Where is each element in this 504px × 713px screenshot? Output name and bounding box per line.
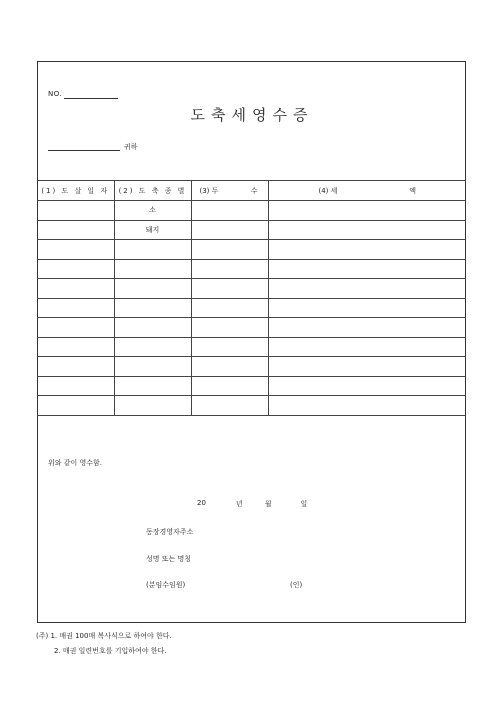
cell-date[interactable] xyxy=(37,220,114,240)
header-head-count: (3) 두 수 xyxy=(191,181,268,201)
table-row xyxy=(37,396,466,416)
cell-count[interactable] xyxy=(191,396,268,416)
receipt-statement: 위와 같이 영수함. xyxy=(48,459,103,467)
header-animal-type: (2) 도 축 종 별 xyxy=(114,181,191,201)
table-row xyxy=(37,279,466,299)
cell-type[interactable] xyxy=(114,240,191,260)
collector-label: (분임수임원) xyxy=(146,581,186,589)
table-row xyxy=(37,376,466,396)
cell-date[interactable] xyxy=(37,376,114,396)
cell-count[interactable] xyxy=(191,298,268,318)
table-row xyxy=(37,201,466,221)
form-title: 도축세영수증 xyxy=(190,106,314,124)
note-1: (주) 1. 매권 100매 복사식으로 하여야 한다. xyxy=(36,632,172,640)
cell-amount[interactable] xyxy=(268,240,466,260)
cell-amount[interactable] xyxy=(268,396,466,416)
cell-type[interactable] xyxy=(114,396,191,416)
issue-date xyxy=(197,499,307,509)
tax-table xyxy=(37,180,466,416)
serial-number-field[interactable] xyxy=(64,98,118,99)
table-row xyxy=(37,298,466,318)
table-header-row xyxy=(37,181,466,201)
cell-count[interactable] xyxy=(191,337,268,357)
cell-count[interactable] xyxy=(191,376,268,396)
cell-type[interactable] xyxy=(114,376,191,396)
seal-label: (인) xyxy=(290,581,303,589)
cell-type[interactable]: 돼지 xyxy=(114,220,191,240)
cell-type[interactable]: 소 xyxy=(114,201,191,221)
footnotes xyxy=(36,629,172,659)
cell-date[interactable] xyxy=(37,337,114,357)
table-row xyxy=(37,357,466,377)
cell-date[interactable] xyxy=(37,279,114,299)
cell-count[interactable] xyxy=(191,240,268,260)
cell-amount[interactable] xyxy=(268,376,466,396)
recipient-suffix: 귀하 xyxy=(124,143,138,151)
note-2: 2. 매권 일련번호를 기입하여야 한다. xyxy=(54,647,167,655)
cell-type[interactable] xyxy=(114,298,191,318)
recipient-field[interactable] xyxy=(48,150,120,151)
table-row xyxy=(37,318,466,338)
year-label: 년 xyxy=(235,500,243,508)
address-label: 동장경영자주소 xyxy=(146,528,194,536)
cell-count[interactable] xyxy=(191,201,268,221)
table-row xyxy=(37,220,466,240)
cell-type[interactable] xyxy=(114,318,191,338)
cell-date[interactable] xyxy=(37,240,114,260)
cell-count[interactable] xyxy=(191,259,268,279)
cell-date[interactable] xyxy=(37,318,114,338)
cell-count[interactable] xyxy=(191,220,268,240)
header-tax-amount: (4) 세 액 xyxy=(268,181,466,201)
cell-date[interactable] xyxy=(37,357,114,377)
cell-amount[interactable] xyxy=(268,357,466,377)
cell-amount[interactable] xyxy=(268,337,466,357)
serial-number-label: NO. xyxy=(48,90,63,98)
cell-amount[interactable] xyxy=(268,201,466,221)
cell-date[interactable] xyxy=(37,298,114,318)
cell-date[interactable] xyxy=(37,259,114,279)
cell-count[interactable] xyxy=(191,357,268,377)
cell-type[interactable] xyxy=(114,337,191,357)
cell-date[interactable] xyxy=(37,201,114,221)
day-label: 일 xyxy=(300,500,308,508)
header-slaughter-date: (1) 도 살 일 자 xyxy=(37,181,114,201)
cell-type[interactable] xyxy=(114,279,191,299)
cell-type[interactable] xyxy=(114,357,191,377)
table-row xyxy=(37,337,466,357)
cell-count[interactable] xyxy=(191,279,268,299)
name-label: 성명 또는 명칭 xyxy=(146,555,192,563)
cell-count[interactable] xyxy=(191,318,268,338)
cell-amount[interactable] xyxy=(268,220,466,240)
table-row xyxy=(37,259,466,279)
year-prefix: 20 xyxy=(197,499,206,507)
cell-amount[interactable] xyxy=(268,279,466,299)
cell-amount[interactable] xyxy=(268,298,466,318)
table-row xyxy=(37,240,466,260)
cell-amount[interactable] xyxy=(268,318,466,338)
cell-type[interactable] xyxy=(114,259,191,279)
month-label: 월 xyxy=(264,500,272,508)
cell-date[interactable] xyxy=(37,396,114,416)
cell-amount[interactable] xyxy=(268,259,466,279)
